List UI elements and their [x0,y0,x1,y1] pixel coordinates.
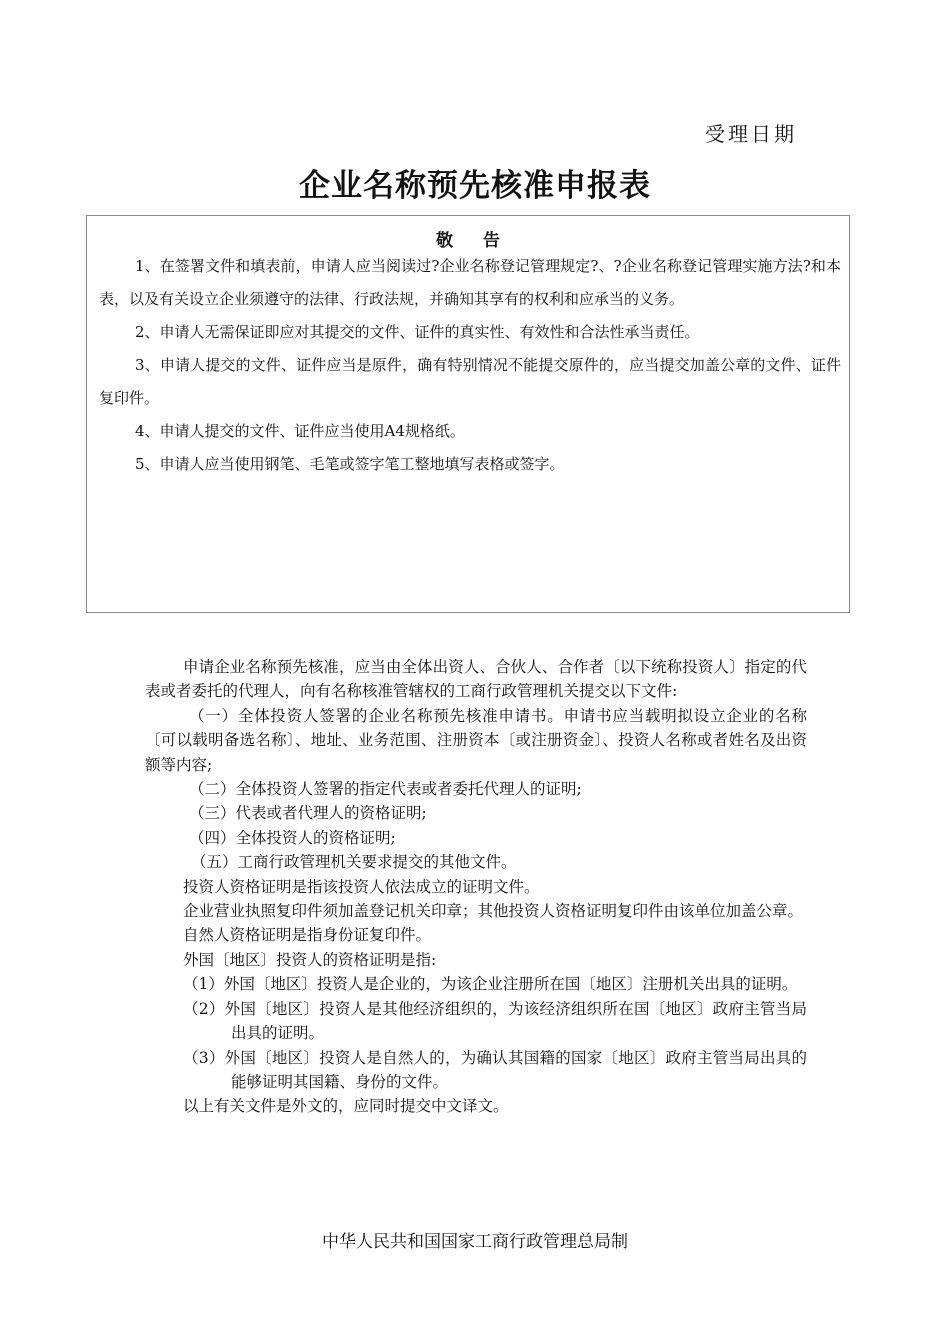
notice-item: 5、申请人应当使用钢笔、毛笔或签字笔工整地填写表格或签字。 [135,455,565,473]
foreign-investor-item: （1）外国〔地区〕投资人是企业的，为该企业注册所在国〔地区〕注册机关出具的证明。 [183,975,798,994]
foreign-investor-item: （2）外国〔地区〕投资人是其他经济组织的，为该经济组织所在国〔地区〕政府主管当局出具的证明。 [183,999,807,1043]
notice-body [99,250,841,481]
notice-item: 3、申请人提交的文件、证件应当是原件，确有特别情况不能提交原件的，应当提交加盖公章的文件、证件复印件。 [99,356,841,407]
investor-cert-note: 投资人资格证明是指该投资人依法成立的证明文件。 [183,877,540,896]
notice-heading: 敬告 [436,231,530,251]
notice-box [86,215,850,613]
instructions-section [145,655,807,1119]
natural-person-note: 自然人资格证明是指身份证复印件。 [183,926,432,945]
translation-note: 以上有关文件是外文的，应同时提交中文译文。 [183,1097,509,1116]
issuer-footer: 中华人民共和国国家工商行政管理总局制 [322,1232,628,1252]
required-document-item: （四）全体投资人的资格证明; [189,828,396,847]
notice-item: 4、申请人提交的文件、证件应当使用A4规格纸。 [135,422,465,440]
instructions-intro: 申请企业名称预先核准，应当由全体出资人、合伙人、合作者〔以下统称投资人〕指定的代表或者委托的代理人，向有名称核准管辖权的工商行政管理机关提交以下文件: [145,658,807,701]
receipt-date-label: 受理日期 [705,122,797,146]
notice-item: 2、申请人无需保证即应对其提交的文件、证件的真实性、有效性和合法性承当责任。 [135,323,700,341]
foreign-investor-intro: 外国〔地区〕投资人的资格证明是指: [183,950,437,969]
required-document-item: （五）工商行政管理机关要求提交的其他文件。 [191,853,517,872]
required-document-item: （一）全体投资人签署的企业名称预先核准申请书。申请书应当载明拟设立企业的名称〔可以载明备选名称〕、地址、业务范围、注册资本〔或注册资金〕、投资人名称或者姓名及出资额等内容; [145,706,807,774]
page-title: 企业名称预先核准申报表 [299,168,651,204]
notice-item: 1、在签署文件和填表前，申请人应当阅读过?企业名称登记管理规定?、?企业名称登记管理实施方法?和本表，以及有关设立企业须遵守的法律、行政法规，并确知其享有的权利和应承当的义务。 [99,257,841,308]
required-document-item: （二）全体投资人签署的指定代表或者委托代理人的证明; [189,780,582,799]
required-document-item: （三）代表或者代理人的资格证明; [189,804,427,823]
foreign-investor-item: （3）外国〔地区〕投资人是自然人的，为确认其国籍的国家〔地区〕政府主管当局出具的能够证明其国籍、身份的文件。 [183,1048,807,1091]
business-license-note: 企业营业执照复印件须加盖登记机关印章；其他投资人资格证明复印件由该单位加盖公章。 [183,902,804,921]
